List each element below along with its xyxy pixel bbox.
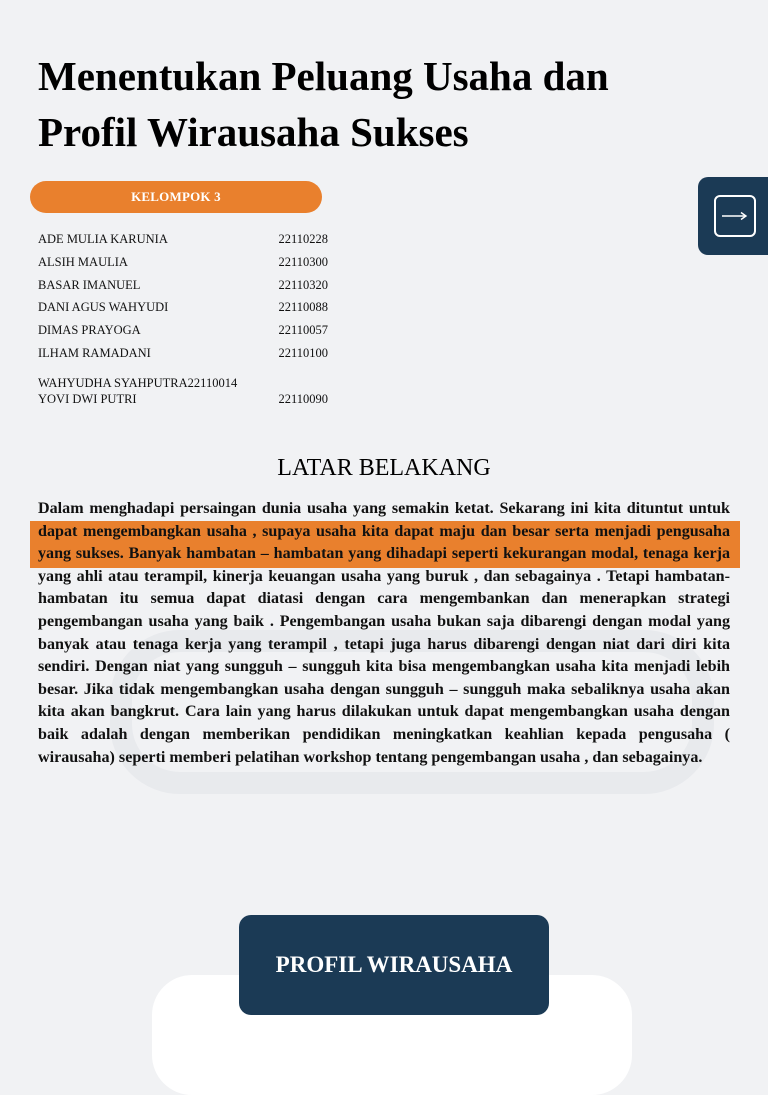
- background-paragraph: Dalam menghadapi persaingan dunia usaha yang semakin ketat. Sekarang ini kita dituntut untuk dapat mengembangkan usaha , supaya usaha kita dapat maju dan besar serta menjadi pengusaha yang sukses. Banyak hambatan – hambatan yang dihadapi seperti kekurangan modal, tenaga kerja yang ahli atau terampil, kinerja keuangan usaha yang buruk , dan sebagainya . Tetapi hambatan- hambatan itu semua dapat diatasi dengan cara mengembankan dan menerapkan strategi pengembangan usaha yang baik . Pengembangan usaha bukan saja dibarengi dengan modal yang banyak atau tenaga kerja yang terampil , tetapi juga harus dibarengi dengan niat dari diri kita sendiri. Dengan niat yang sungguh – sungguh kita bisa mengembangkan usaha kita menjadi lebih besar. Jika tidak mengembangkan usaha dengan sungguh – sungguh maka sebaliknya usaha akan kita akan bangkrut. Cara lain yang harus dilakukan untuk dapat mengembangkan usaha dengan baik adalah dengan memberikan pendidikan meningkatkan keahlian kepada pengusaha ( wirausaha) seperti memberi pelatihan workshop tentang pengembangan usaha , dan sebagainya.: [38, 500, 730, 766]
- member-row: [38, 253, 328, 276]
- member-row: [38, 276, 328, 299]
- member-id: 22110057: [278, 323, 328, 338]
- member-id: 22110088: [278, 300, 328, 315]
- arrow-right-icon: [714, 195, 756, 237]
- member-id: 22110014: [187, 375, 238, 390]
- member-id: 22110090: [278, 391, 328, 406]
- page-title: Menentukan Peluang Usaha dan Profil Wirausaha Sukses: [38, 53, 609, 155]
- member-name: WAHYUDHA SYAHPUTRA: [38, 375, 188, 390]
- member-row: [38, 344, 328, 374]
- member-id: 22110100: [278, 345, 328, 360]
- member-row: [38, 374, 328, 390]
- next-slide-button[interactable]: [698, 177, 768, 255]
- member-row: [38, 390, 328, 413]
- profile-button-label: PROFIL WIRAUSAHA: [275, 952, 513, 977]
- group-label: KELOMPOK 3: [131, 189, 221, 204]
- member-name: YOVI DWI PUTRI: [38, 391, 137, 406]
- member-list: [38, 230, 328, 413]
- member-name: BASAR IMANUEL: [38, 277, 141, 292]
- member-name: ILHAM RAMADANI: [38, 345, 151, 360]
- member-id: 22110320: [278, 277, 328, 292]
- member-row: [38, 321, 328, 344]
- member-name: DIMAS PRAYOGA: [38, 323, 141, 338]
- group-label-badge: [30, 181, 322, 213]
- member-id: 22110300: [278, 254, 328, 269]
- member-name: ALSIH MAULIA: [38, 254, 128, 269]
- profile-wirausaha-button[interactable]: [239, 915, 549, 1015]
- member-name: DANI AGUS WAHYUDI: [38, 300, 169, 315]
- member-id: 22110228: [278, 232, 328, 246]
- member-row: [38, 230, 328, 253]
- section-heading: LATAR BELAKANG: [277, 455, 491, 481]
- member-row: [38, 298, 328, 321]
- member-name: ADE MULIA KARUNIA: [38, 232, 168, 246]
